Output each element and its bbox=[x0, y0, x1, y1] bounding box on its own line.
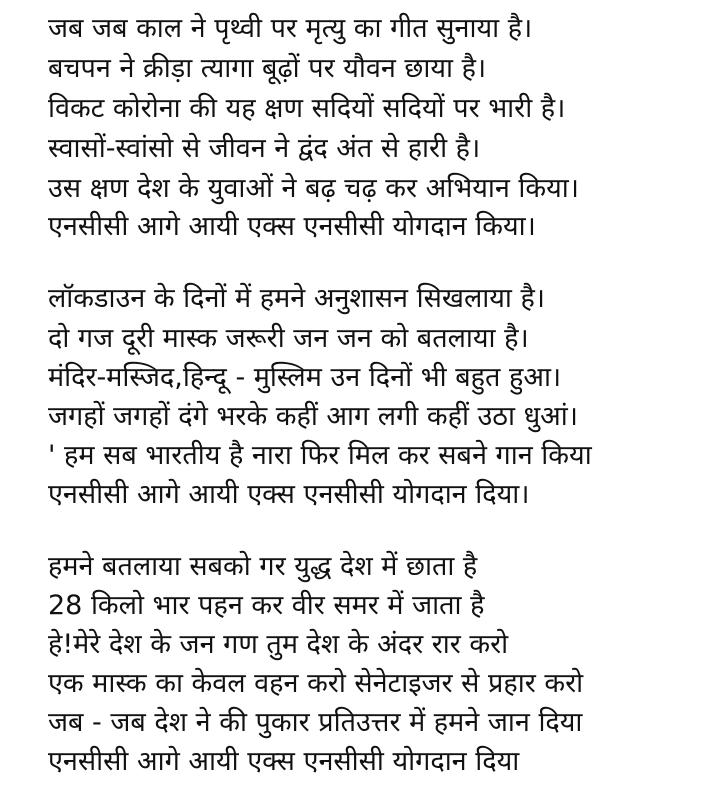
poem-line: ' हम सब भारतीय है नारा फिर मिल कर सबने गान किया bbox=[48, 440, 592, 471]
poem-line: एनसीसी आगे आयी एक्स एनसीसी योगदान किया। bbox=[48, 211, 536, 242]
poem-line: स्वासों-स्वांसो से जीवन ने द्वंद अंत से हारी है। bbox=[48, 133, 481, 164]
poem-line: हमने बतलाया सबको गर युद्ध देश में छाता है bbox=[48, 551, 478, 582]
poem-line: बचपन ने क्रीड़ा त्यागा बूढ़ों पर यौवन छाया है। bbox=[48, 53, 487, 84]
poem-line: मंदिर-मस्जिद,हिन्दू - मुस्लिम उन दिनों भी बहुत हुआ। bbox=[48, 362, 562, 393]
poem-line: एक मास्क का केवल वहन करो सेनेटाइजर से प्रहार करो bbox=[48, 668, 584, 699]
poem-line: जगहों जगहों दंगे भरके कहीं आग लगी कहीं उठा धुआं। bbox=[48, 401, 579, 432]
poem-line: हे!मेरे देश के जन गण तुम देश के अंदर रार करो bbox=[48, 629, 509, 660]
poem-line: लॉकडाउन के दिनों में हमने अनुशासन सिखलाया है। bbox=[48, 283, 546, 314]
poem-line: 28 किलो भार पहन कर वीर समर में जाता है bbox=[48, 590, 485, 621]
poem-line: एनसीसी आगे आयी एक्स एनसीसी योगदान दिया bbox=[48, 746, 520, 777]
poem-line: जब - जब देश ने की पुकार प्रतिउत्तर में हमने जान दिया bbox=[48, 707, 583, 738]
poem-line: उस क्षण देश के युवाओं ने बढ़ चढ़ कर अभियान किया। bbox=[48, 173, 580, 204]
poem-line: विकट कोरोना की यह क्षण सदियों सदियों पर भारी है। bbox=[48, 93, 566, 124]
poem-line: एनसीसी आगे आयी एक्स एनसीसी योगदान दिया। bbox=[48, 479, 530, 510]
poem-line: जब जब काल ने पृथ्वी पर मृत्यु का गीत सुनाया है। bbox=[48, 13, 533, 44]
poem-line: दो गज दूरी मास्क जरूरी जन जन को बतलाया है। bbox=[48, 323, 529, 354]
